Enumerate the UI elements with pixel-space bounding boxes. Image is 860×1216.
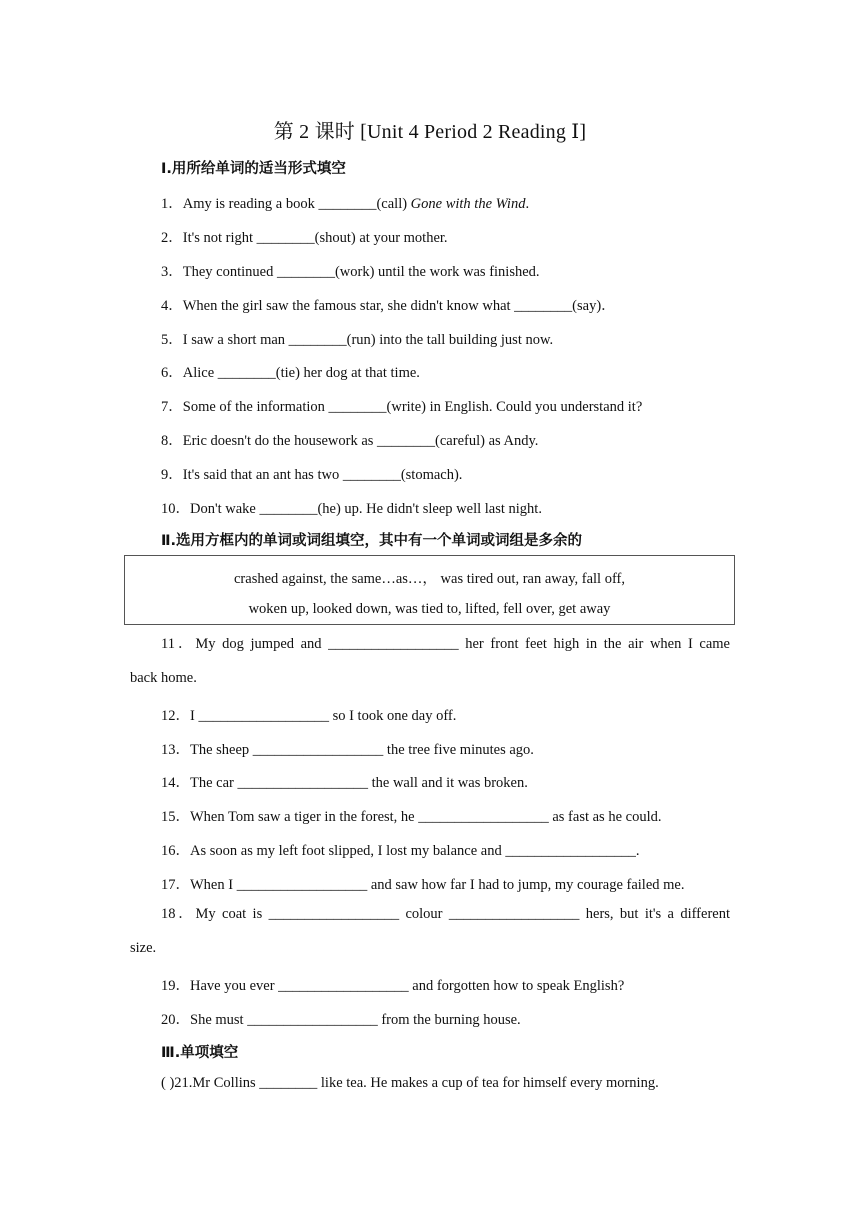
question-18-line-1: 18．My coat is __________________ colour __________________ hers, but it's a different	[161, 906, 730, 922]
question-1-text: 1．Amy is reading a book ________(call)	[161, 196, 411, 212]
question-17: 17．When I __________________ and saw how far I had to jump, my courage failed me.	[161, 877, 685, 893]
question-19: 19．Have you ever __________________ and forgotten how to speak English?	[161, 978, 625, 994]
question-5: 5．I saw a short man ________(run) into the tall building just now.	[161, 332, 554, 348]
section-1-heading: Ⅰ.用所给单词的适当形式填空	[161, 161, 346, 177]
question-13: 13．The sheep __________________ the tree five minutes ago.	[161, 742, 534, 758]
question-18	[130, 897, 730, 965]
question-2: 2．It's not right ________(shout) at your mother.	[161, 230, 448, 246]
question-20: 20．She must __________________ from the burning house.	[161, 1012, 521, 1028]
question-12: 12．I __________________ so I took one day off.	[161, 708, 457, 724]
question-10: 10．Don't wake ________(he) up. He didn't sleep well last night.	[161, 501, 542, 517]
section-3-heading: Ⅲ.单项填空	[161, 1045, 239, 1061]
page-title: 第 2 课时 [Unit 4 Period 2 Reading Ⅰ]	[273, 121, 587, 143]
question-1	[161, 192, 529, 213]
question-21: ( )21.Mr Collins ________ like tea. He makes a cup of tea for himself every morning.	[161, 1075, 659, 1091]
word-box-line-2: woken up, looked down, was tied to, lifted, fell over, get away	[248, 601, 611, 617]
question-6: 6．Alice ________(tie) her dog at that time.	[161, 365, 420, 381]
section-2-heading: Ⅱ.选用方框内的单词或词组填空，其中有一个单词或词组是多余的	[161, 533, 583, 549]
question-4: 4．When the girl saw the famous star, she didn't know what ________(say)．	[161, 298, 616, 314]
question-11-line-2: back home.	[130, 670, 197, 686]
question-1-title: Gone with the Wind	[410, 196, 526, 212]
question-15: 15．When Tom saw a tiger in the forest, he __________________ as fast as he could.	[161, 809, 662, 825]
question-14: 14．The car __________________ the wall and it was broken.	[161, 775, 528, 791]
question-11	[130, 627, 730, 695]
question-7: 7．Some of the information ________(write) in English. Could you understand it?	[161, 399, 643, 415]
question-9: 9．It's said that an ant has two ________(stomach).	[161, 467, 463, 483]
word-box-line-1: crashed against, the same…as…， was tired out, ran away, fall off,	[234, 571, 625, 587]
question-1-end: .	[525, 196, 530, 212]
question-11-line-1: 11．My dog jumped and __________________ her front feet high in the air when I came	[161, 636, 730, 652]
word-box	[124, 555, 735, 625]
question-3: 3．They continued ________(work) until the work was finished.	[161, 264, 540, 280]
question-18-line-2: size.	[130, 940, 157, 956]
question-8: 8．Eric doesn't do the housework as ________(careful) as Andy.	[161, 433, 539, 449]
question-16: 16．As soon as my left foot slipped, I lost my balance and __________________.	[161, 843, 640, 859]
